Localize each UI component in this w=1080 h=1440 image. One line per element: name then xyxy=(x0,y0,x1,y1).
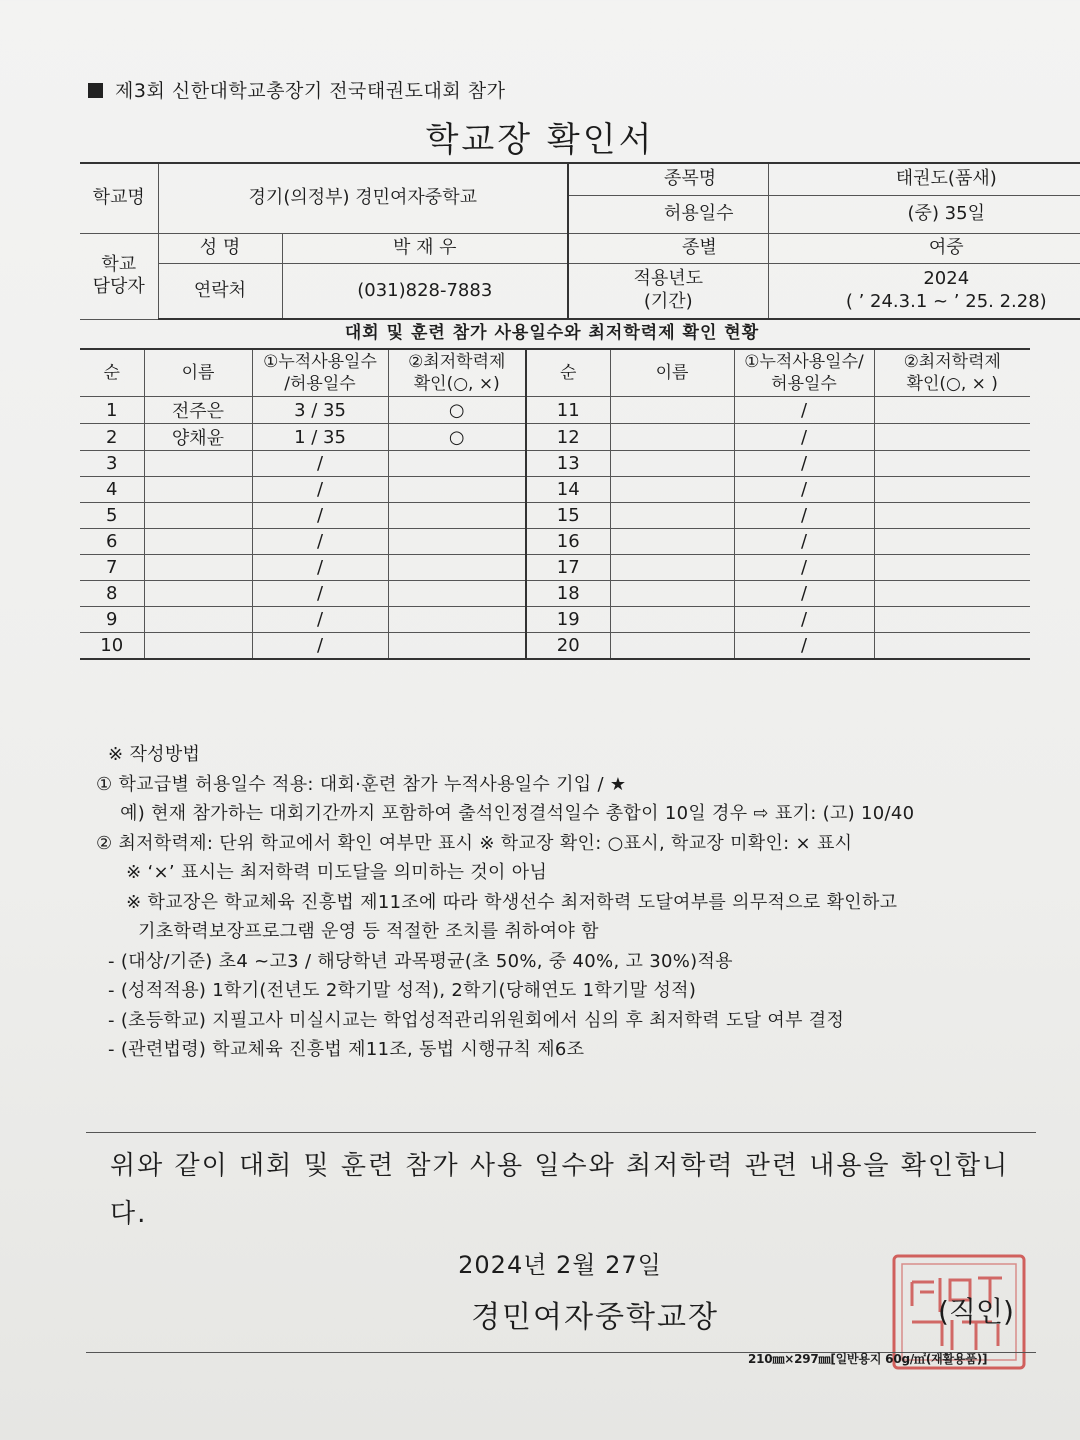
row-days-right: / xyxy=(734,451,874,477)
table-row xyxy=(80,503,1030,529)
note-line: - (대상/기준) 초4 ~고3 / 해당학년 과목평균(초 50%, 중 40%, 고 30%)적용 xyxy=(96,950,733,972)
row-name xyxy=(144,607,252,633)
col-min xyxy=(388,349,526,397)
row-name-right xyxy=(610,397,734,424)
row-days-right: / xyxy=(734,424,874,451)
row-check xyxy=(388,503,526,529)
row-days-right: / xyxy=(734,633,874,660)
document-title: 학교장 확인서 xyxy=(425,120,655,160)
table-row xyxy=(80,633,1030,660)
row-no: 7 xyxy=(80,555,144,581)
contact-label: 연락처 xyxy=(158,263,282,319)
issue-date: 2024년 2월 27일 xyxy=(458,1251,662,1279)
row-check-right xyxy=(874,397,1030,424)
row-no-right: 19 xyxy=(526,607,610,633)
manager-label-line-2: 담당자 xyxy=(92,276,145,297)
note-line: ※ 작성방법 xyxy=(96,744,201,765)
event-label: 종목명 xyxy=(664,163,768,195)
row-days: / xyxy=(252,503,388,529)
note-line: 기초학력보장프로그램 운영 등 적절한 조치를 취하여야 함 xyxy=(96,921,599,942)
row-name xyxy=(144,581,252,607)
year-value: 2024 xyxy=(923,268,970,290)
row-name xyxy=(144,555,252,581)
period-value: ( ’ 24.3.1 ~ ’ 25. 2.28) xyxy=(845,290,1047,312)
table-row xyxy=(80,477,1030,503)
row-check-right xyxy=(874,451,1030,477)
note-line: - (성적적용) 1학기(전년도 2학기말 성적), 2학기(당해연도 1학기말 성적) xyxy=(96,980,697,1001)
year-label xyxy=(568,263,768,319)
row-check-right xyxy=(874,503,1030,529)
row-name: 전주은 xyxy=(144,397,252,424)
allowed-label-spacer xyxy=(568,195,664,233)
row-check-right xyxy=(874,581,1030,607)
row-name: 양채윤 xyxy=(144,424,252,451)
row-days-right: / xyxy=(734,397,874,424)
row-check xyxy=(388,555,526,581)
row-days: 1 / 35 xyxy=(252,424,388,451)
row-name-right xyxy=(610,633,734,660)
row-no-right: 20 xyxy=(526,633,610,660)
table-row xyxy=(80,451,1030,477)
category-label: 종별 xyxy=(664,233,768,263)
row-check-right xyxy=(874,555,1030,581)
col-days-right-line-1: ①누적사용일수/ xyxy=(744,351,864,372)
seal-label: (직인) xyxy=(938,1295,1014,1328)
row-no: 10 xyxy=(80,633,144,660)
category-label-spacer xyxy=(568,233,664,263)
row-days-right: / xyxy=(734,477,874,503)
square-bullet-icon xyxy=(88,83,103,98)
table-row xyxy=(80,555,1030,581)
row-no: 4 xyxy=(80,477,144,503)
row-days: / xyxy=(252,581,388,607)
row-no: 8 xyxy=(80,581,144,607)
note-line: - (초등학교) 지필고사 미실시교는 학업성적관리위원회에서 심의 후 최저학력 도달 여부 결정 xyxy=(96,1009,845,1031)
category-value: 여중 xyxy=(768,233,1080,263)
manager-label-line-1: 학교 xyxy=(101,253,137,275)
row-no: 1 xyxy=(80,397,144,424)
col-min-line-2: 확인(○, ×) xyxy=(413,374,500,394)
col-days-line-2: /허용일수 xyxy=(284,374,356,394)
row-days-right: / xyxy=(734,581,874,607)
row-name-right xyxy=(610,477,734,503)
col-days xyxy=(252,349,388,397)
table-row xyxy=(80,424,1030,451)
row-days: / xyxy=(252,607,388,633)
row-name xyxy=(144,451,252,477)
note-line: ② 최저학력제: 단위 학교에서 확인 여부만 표시 ※ 학교장 확인: ○표시, 학교장 미확인: × 표시 xyxy=(96,832,853,854)
signer: 경민여자중학교장 xyxy=(471,1300,719,1335)
row-name xyxy=(144,633,252,660)
col-name-right: 이름 xyxy=(610,349,734,397)
divider-top xyxy=(86,1132,1036,1133)
col-days-right xyxy=(734,349,874,397)
table-row xyxy=(80,529,1030,555)
confirm-text: 위와 같이 대회 및 훈련 참가 사용 일수와 최저학력 관련 내용을 확인합니다. xyxy=(110,1151,1010,1229)
year-value-cell xyxy=(768,263,1080,319)
row-no-right: 15 xyxy=(526,503,610,529)
row-check: ○ xyxy=(388,424,526,451)
row-days: / xyxy=(252,529,388,555)
row-check-right xyxy=(874,477,1030,503)
row-name-right xyxy=(610,529,734,555)
allowed-value: (중) 35일 xyxy=(768,195,1080,233)
row-days: / xyxy=(252,477,388,503)
row-name-right xyxy=(610,424,734,451)
contact-value: (031)828-7883 xyxy=(282,263,568,319)
col-no: 순 xyxy=(80,349,144,397)
row-check: ○ xyxy=(388,397,526,424)
row-check xyxy=(388,607,526,633)
row-no: 6 xyxy=(80,529,144,555)
table-row xyxy=(80,581,1030,607)
row-no-right: 13 xyxy=(526,451,610,477)
row-check xyxy=(388,477,526,503)
info-table xyxy=(80,162,1080,320)
row-no-right: 17 xyxy=(526,555,610,581)
note-line: 예) 현재 참가하는 대회기간까지 포함하여 출석인정결석일수 총합이 10일 경우 ⇨ 표기: (고) 10/40 xyxy=(96,803,915,824)
row-days-right: / xyxy=(734,607,874,633)
row-no-right: 12 xyxy=(526,424,610,451)
status-title: 대회 및 훈련 참가 사용일수와 최저학력제 확인 현황 xyxy=(344,323,760,343)
row-days-right: / xyxy=(734,503,874,529)
row-days: / xyxy=(252,451,388,477)
name-label: 성 명 xyxy=(158,233,282,263)
col-min-line-1: ②최저학력제 xyxy=(408,351,506,372)
name-value: 박 재 우 xyxy=(282,233,568,263)
row-check-right xyxy=(874,607,1030,633)
row-no: 2 xyxy=(80,424,144,451)
row-no: 9 xyxy=(80,607,144,633)
school-label: 학교명 xyxy=(80,163,158,233)
row-no-right: 14 xyxy=(526,477,610,503)
paper-spec: 210㎜×297㎜[일반용지 60g/㎡(재활용품)] xyxy=(748,1352,988,1366)
row-no: 3 xyxy=(80,451,144,477)
row-days: / xyxy=(252,633,388,660)
row-no-right: 11 xyxy=(526,397,610,424)
event-heading: 제3회 신한대학교총장기 전국태권도대회 참가 xyxy=(115,80,506,102)
col-min-right-line-1: ②최저학력제 xyxy=(903,351,1001,372)
row-name-right xyxy=(610,607,734,633)
header-line xyxy=(88,76,505,103)
event-value: 태권도(품새) xyxy=(768,163,1080,195)
year-label-line-1: 적용년도 xyxy=(633,268,704,290)
note-line: ① 학교급별 허용일수 적용: 대회·훈련 참가 누적사용일수 기입 / ★ xyxy=(96,773,627,795)
row-name xyxy=(144,477,252,503)
row-days-right: / xyxy=(734,529,874,555)
school-value: 경기(의정부) 경민여자중학교 xyxy=(158,163,568,233)
status-header-row xyxy=(80,349,1030,397)
row-name-right xyxy=(610,503,734,529)
status-table xyxy=(80,348,1030,660)
year-label-line-2: (기간) xyxy=(643,290,693,312)
note-line: - (관련법령) 학교체육 진흥법 제11조, 동법 시행규칙 제6조 xyxy=(96,1039,585,1060)
row-days: / xyxy=(252,555,388,581)
row-name xyxy=(144,529,252,555)
row-name-right xyxy=(610,451,734,477)
row-name-right xyxy=(610,581,734,607)
note-line: ※ 학교장은 학교체육 진흥법 제11조에 따라 학생선수 최저학력 도달여부를 의무적으로 확인하고 xyxy=(96,891,898,913)
row-no-right: 18 xyxy=(526,581,610,607)
row-name xyxy=(144,503,252,529)
manager-label xyxy=(80,233,158,319)
row-no: 5 xyxy=(80,503,144,529)
row-check-right xyxy=(874,529,1030,555)
col-min-right xyxy=(874,349,1030,397)
col-no-right: 순 xyxy=(526,349,610,397)
row-days: 3 / 35 xyxy=(252,397,388,424)
row-check-right xyxy=(874,424,1030,451)
row-check-right xyxy=(874,633,1030,660)
allowed-label: 허용일수 xyxy=(664,195,768,233)
row-name-right xyxy=(610,555,734,581)
row-check xyxy=(388,633,526,660)
col-days-line-1: ①누적사용일수 xyxy=(263,351,377,372)
row-no-right: 16 xyxy=(526,529,610,555)
event-label-spacer xyxy=(568,163,664,195)
row-check xyxy=(388,581,526,607)
col-min-right-line-2: 확인(○, × ) xyxy=(906,374,998,394)
row-check xyxy=(388,529,526,555)
col-name: 이름 xyxy=(144,349,252,397)
row-check xyxy=(388,451,526,477)
table-row xyxy=(80,607,1030,633)
writing-instructions xyxy=(96,740,914,1065)
note-line: ※ ‘×’ 표시는 최저학력 미도달을 의미하는 것이 아님 xyxy=(96,862,548,883)
row-days-right: / xyxy=(734,555,874,581)
col-days-right-line-2: 허용일수 xyxy=(771,374,837,394)
table-row xyxy=(80,397,1030,424)
